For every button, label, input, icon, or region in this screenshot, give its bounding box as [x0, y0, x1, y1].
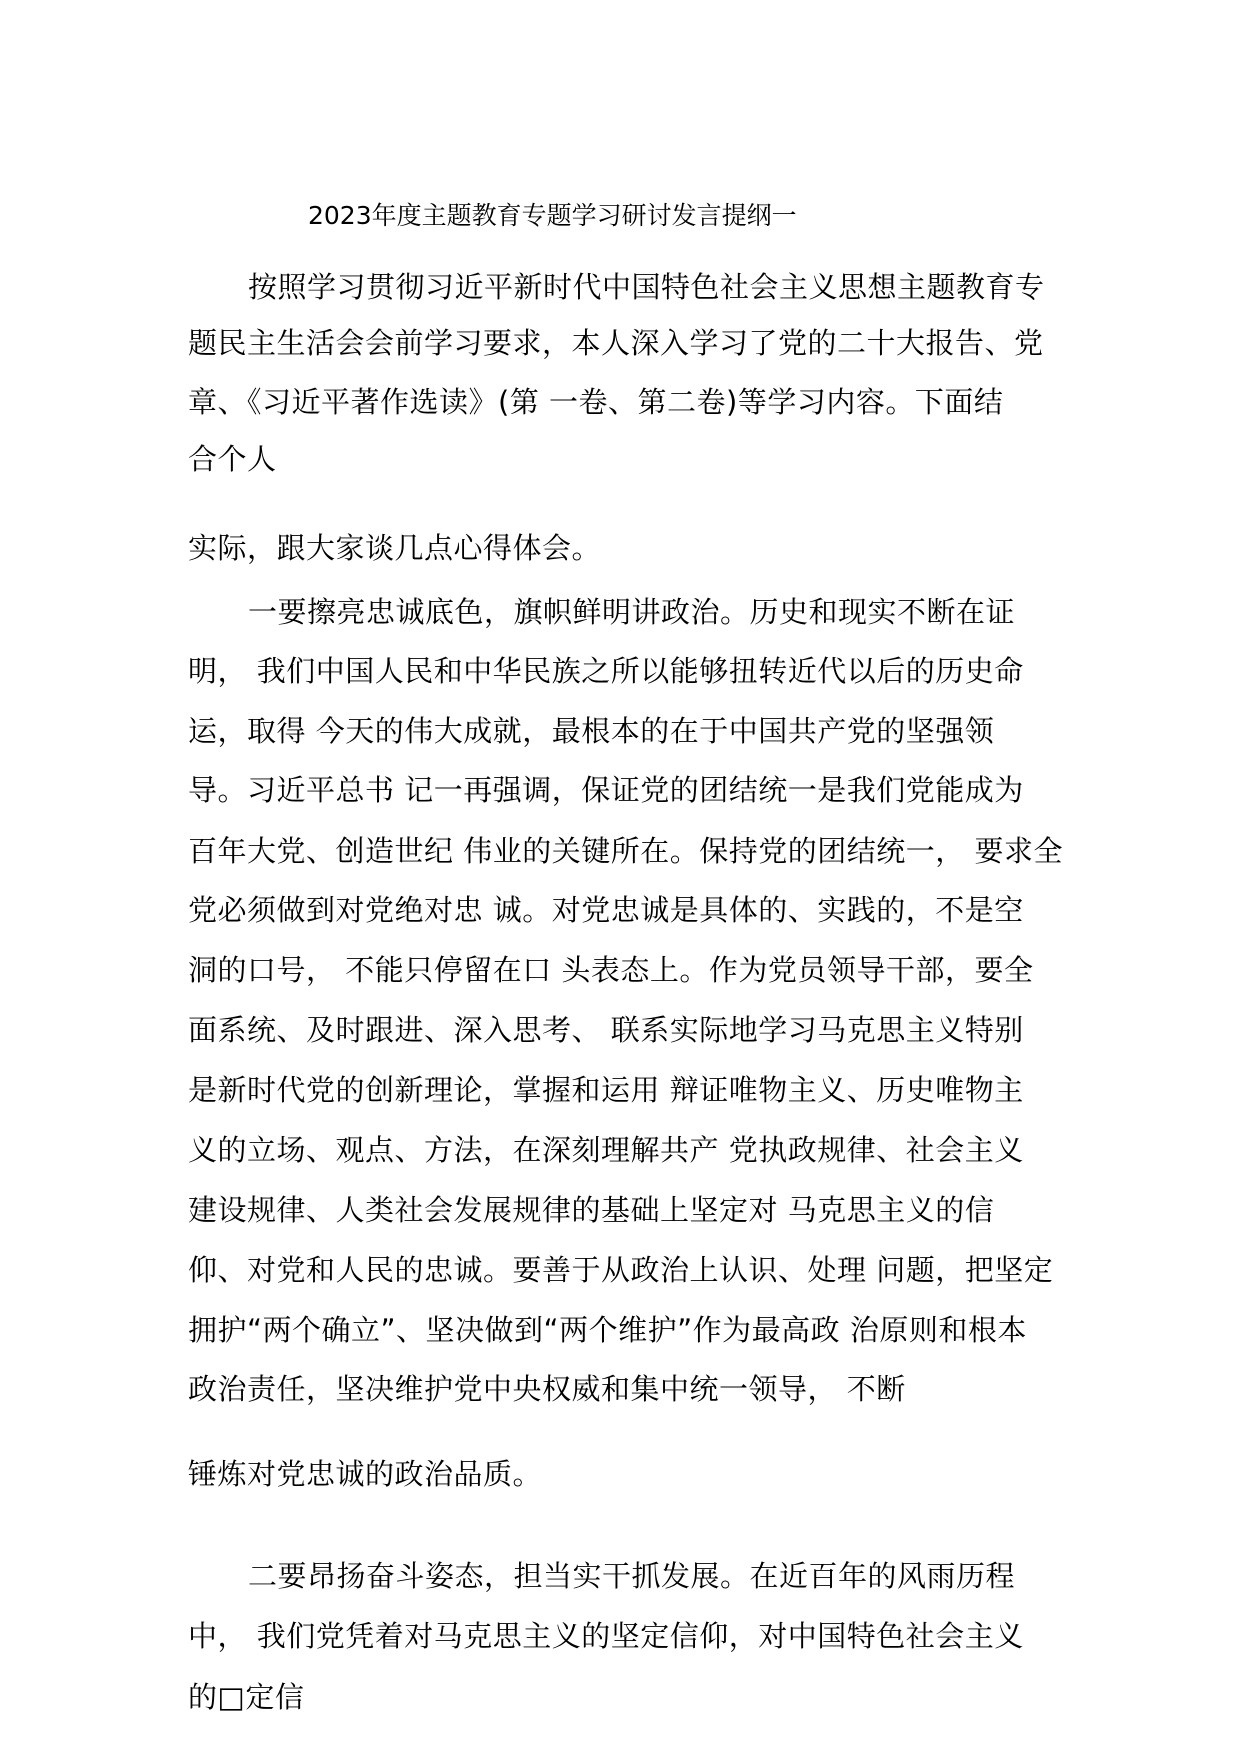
paragraph-line: 是新时代党的创新理论，掌握和运用 辩证唯物主义、历史唯物主 — [188, 1073, 1024, 1107]
paragraph-line: 建设规律、人类社会发展规律的基础上坚定对 马克思主义的信 — [188, 1193, 995, 1227]
paragraph-line: 二要昂扬奋斗姿态，担当实干抓发展。在近百年的风雨历程 — [248, 1559, 1016, 1593]
paragraph-line: 一要擦亮忠诚底色，旗帜鲜明讲政治。历史和现实不断在证 — [248, 595, 1016, 629]
paragraph-line: 政治责任，坚决维护党中央权威和集中统一领导， 不断 — [188, 1372, 906, 1406]
paragraph-line: 按照学习贯彻习近平新时代中国特色社会主义思想主题教育专 — [248, 270, 1045, 304]
paragraph-line: 明， 我们中国人民和中华民族之所以能够扭转近代以后的历史命 — [188, 654, 1024, 688]
paragraph-line: 义的立场、观点、方法，在深刻理解共产 党执政规律、社会主义 — [188, 1133, 1024, 1167]
paragraph-line: 的□定信 — [188, 1680, 305, 1714]
paragraph-line: 洞的口号， 不能只停留在口 头表态上。作为党员领导干部，要全 — [188, 953, 1034, 987]
paragraph-line: 导。习近平总书 记一再强调，保证党的团结统一是我们党能成为 — [188, 773, 1024, 807]
paragraph-line: 百年大党、创造世纪 伟业的关键所在。保持党的团结统一， 要求全 — [188, 834, 1063, 868]
paragraph-line: 党必须做到对党绝对忠 诚。对党忠诚是具体的、实践的，不是空 — [188, 893, 1024, 927]
document-title: 2023年度主题教育专题学习研讨发言提纲一 — [308, 201, 797, 230]
paragraph-line: 锤炼对党忠诚的政治品质。 — [188, 1457, 543, 1491]
paragraph-line: 仰、对党和人民的忠诚。要善于从政治上认识、处理 问题，把坚定 — [188, 1253, 1054, 1287]
paragraph-line: 实际，跟大家谈几点心得体会。 — [188, 531, 602, 565]
paragraph-line: 合个人 — [188, 442, 277, 476]
paragraph-line: 题民主生活会会前学习要求，本人深入学习了党的二十大报告、党 — [188, 326, 1044, 360]
paragraph-line: 章、《习近平著作选读》(第 一卷、第二卷)等学习内容。下面结 — [188, 385, 1004, 419]
paragraph-line: 中， 我们党凭着对马克思主义的坚定信仰，对中国特色社会主义 — [188, 1619, 1024, 1653]
paragraph-line: 面系统、及时跟进、深入思考、 联系实际地学习马克思主义特别 — [188, 1013, 1024, 1047]
paragraph-line: 运，取得 今天的伟大成就，最根本的在于中国共产党的坚强领 — [188, 714, 995, 748]
paragraph-line: 拥护“两个确立”、坚决做到“两个维护”作为最高政 治原则和根本 — [188, 1313, 1027, 1347]
